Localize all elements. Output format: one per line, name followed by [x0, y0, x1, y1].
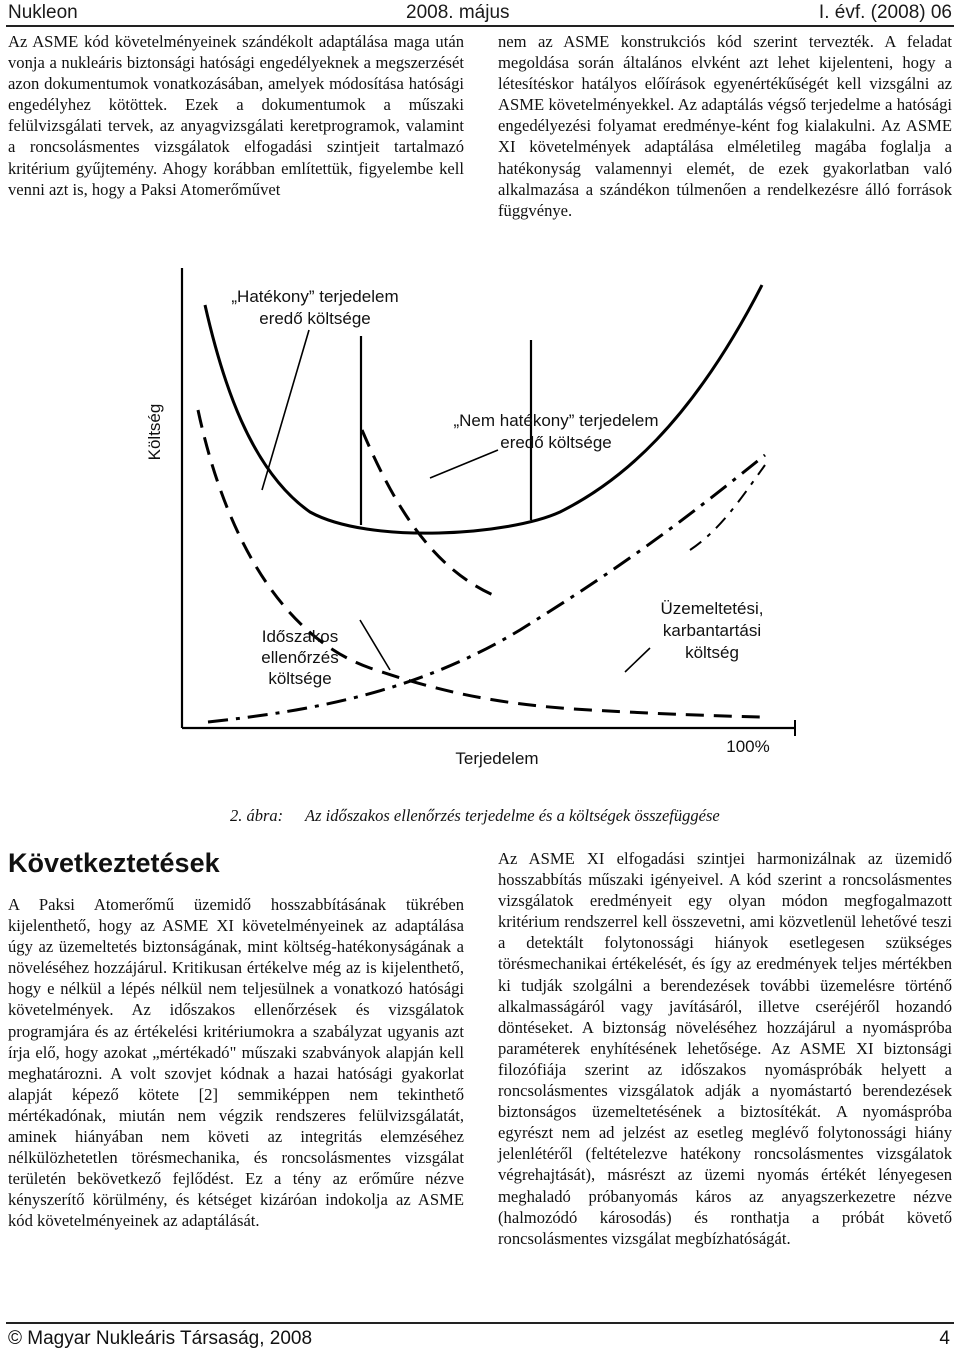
inefficient-label-leader	[430, 450, 498, 478]
figure-caption-text: Az időszakos ellenőrzés terjedelme és a költségek összefüggése	[305, 806, 720, 825]
periodic-label-leader	[360, 620, 390, 670]
efficient-label-leader	[262, 330, 309, 490]
top-right-column	[498, 31, 952, 221]
page-header	[8, 0, 952, 26]
periodic-inspection-label-line3: költsége	[268, 669, 332, 688]
section-heading: Következtetések	[8, 848, 220, 878]
inefficient-total-cost-curve	[362, 430, 500, 598]
efficient-scope-label-line1: „Hatékony” terjedelem	[231, 287, 399, 306]
inefficient-scope-label-line1: „Nem hatékony” terjedelem	[453, 411, 659, 430]
top-left-paragraph: Az ASME kód követelményeinek szándékolt adaptálása maga után vonja a nukleáris biztonsági hatósági engedélyeknek a megszerzését azon dokumentumok vonatkozásában, amelyek módosítása hatósági engedélyhez kötöttek. Ezek a dokumentumok a műszaki felülvizsgálati tervek, az anyagvizsgálati keretprogramok, valamint a roncsolásmentes vizsgálatok elfogadási szintjeit tartalmazó kritérium gyűjtemény. Ahogy korábban említettük, figyelembe kell venni azt is, hogy a Paksi Atomerőművet	[8, 32, 464, 199]
journal-name: Nukleon	[8, 2, 78, 23]
periodic-inspection-label-line2: ellenőrzés	[261, 648, 339, 667]
x-axis-label: Terjedelem	[455, 749, 539, 768]
efficient-scope-label-line2: eredő költsége	[259, 309, 371, 328]
inefficient-scope-label-line2: eredő költsége	[500, 433, 612, 452]
volume-info: I. évf. (2008) 06	[818, 2, 952, 23]
operation-label-leader	[625, 648, 650, 672]
cost-scope-diagram	[0, 250, 960, 800]
inefficient-total-cost-right-branch	[690, 465, 765, 550]
bottom-right-paragraph: Az ASME XI elfogadási szintjei harmonizálnak az üzemidő hosszabbítás műszaki igényeivel. A kód szerint a roncsolásmentes vizsgálatok eredményeit egy olyan módon megfogalmazott kritérium rendszerrel kell összevetni, ami közvetlenül lehetővé teszi a detektált folytonossági hiányok esetlegesen szükséges törésmechanikai értékelését, és így az eredmények teljes mértékben ki tudják szolgálni a berendezések további üzemelésre történő alkalmasságáról vagy javításáról, illetve cseréjéről hozandó döntéseket. A biztonság növeléséhez hozzájárul a nyomáspróba paraméterek enyhítésének lehetősége. Az ASME XI biztonsági filozófiája szerint az időszakos nyomáspróbák helyett a roncsolásmentes vizsgálatok adják a nyomástartó berendezések biztonságos üzemeltetésének a biztosítékát. A nyomáspróba egyrészt nem ad jelzést az esetleg meglévő folytonossági hiány jelenlétéről (feltételezve hatékony roncsolásmentes vizsgálatok végrehajtását), másrészt az üzemi nyomás értékét lényegesen meghaladó próbanyomás káros az anyagszerkezetre nézve (halmozódó károsodás) és ronthatja a próbát követő roncsolásmentes vizsgálat megbízhatóságát.	[498, 849, 952, 1248]
bottom-left-column	[8, 894, 464, 1232]
issue-date: 2008. május	[406, 2, 510, 23]
x-axis-end-label: 100%	[726, 737, 770, 756]
top-left-column	[8, 31, 464, 200]
page-footer	[8, 1328, 952, 1350]
page-number: 4	[939, 1328, 950, 1349]
figure-caption-label: 2. ábra:	[230, 806, 284, 825]
figure-caption	[230, 806, 720, 826]
operation-cost-label-line1: Üzemeltetési,	[660, 599, 764, 618]
copyright-notice: © Magyar Nukleáris Társaság, 2008	[8, 1328, 313, 1349]
operation-cost-label-line2: karbantartási	[662, 621, 762, 640]
header-rule	[6, 25, 954, 27]
bottom-right-column	[498, 848, 952, 1249]
operation-cost-label-line3: költség	[685, 643, 739, 662]
footer-rule	[6, 1322, 954, 1324]
top-right-paragraph: nem az ASME konstrukciós kód szerint tervezték. A feladat megoldása során általános elvként azt lehet kijelenteni, hogy a létesítéskor hatályos előírások egyenértékűségét kell vizsgálni az ASME követelményekkel. Az adaptálás végső terjedelme a hatósági engedélyezési folyamat eredménye-ként fog kialakulni. Az ASME XI követelmények adaptálása elméletileg magába foglalja a hatékonyság valamennyi elemét, de ezek gyakorlatban való alkalmazása a szándékon túlmenően a rendelkezésre álló források függvénye.	[498, 32, 952, 220]
bottom-left-paragraph: A Paksi Atomerőmű üzemidő hosszabbításának tükrében kijelenthető, hogy az ASME XI követelményeinek az adaptálása úgy az üzemeltetés biztonságának, mint költség-hatékonyságának a növeléséhez hozzájárul. Kritikusan értékelve még az is kijelenthető, hogy e nélkül a lépés nélkül nem teljesülnek a vonatkozó hatósági követelmények. Az időszakos ellenőrzések és vizsgálatok programjára és az értékelési kritériumokra a szabályzat ugyanis azt írja elő, hogy azokat „mértékadó" műszaki szabványok alapján kell meghatározni. A volt szovjet kódnak a hazai hatósági gyakorlat alapját képező kötete [2] semmiképpen nem tekinthető mértékadónak, miután nem végzik rendszeres felülvizsgálatát, aminek hiányában nem követi az integritás elemzéséhez nélkülözhetetlen törésmechanika, és roncsolásmentes vizsgálat területén bekövetkező fejlődést. Ez a tény az erőműre nézve kényszerítő körülmény, és kétséget kizáróan indokolja az ASME kód követelményeinek az adaptálását.	[8, 895, 464, 1231]
y-axis-label: Költség	[145, 403, 164, 461]
periodic-inspection-label-line1: Időszakos	[261, 627, 339, 646]
